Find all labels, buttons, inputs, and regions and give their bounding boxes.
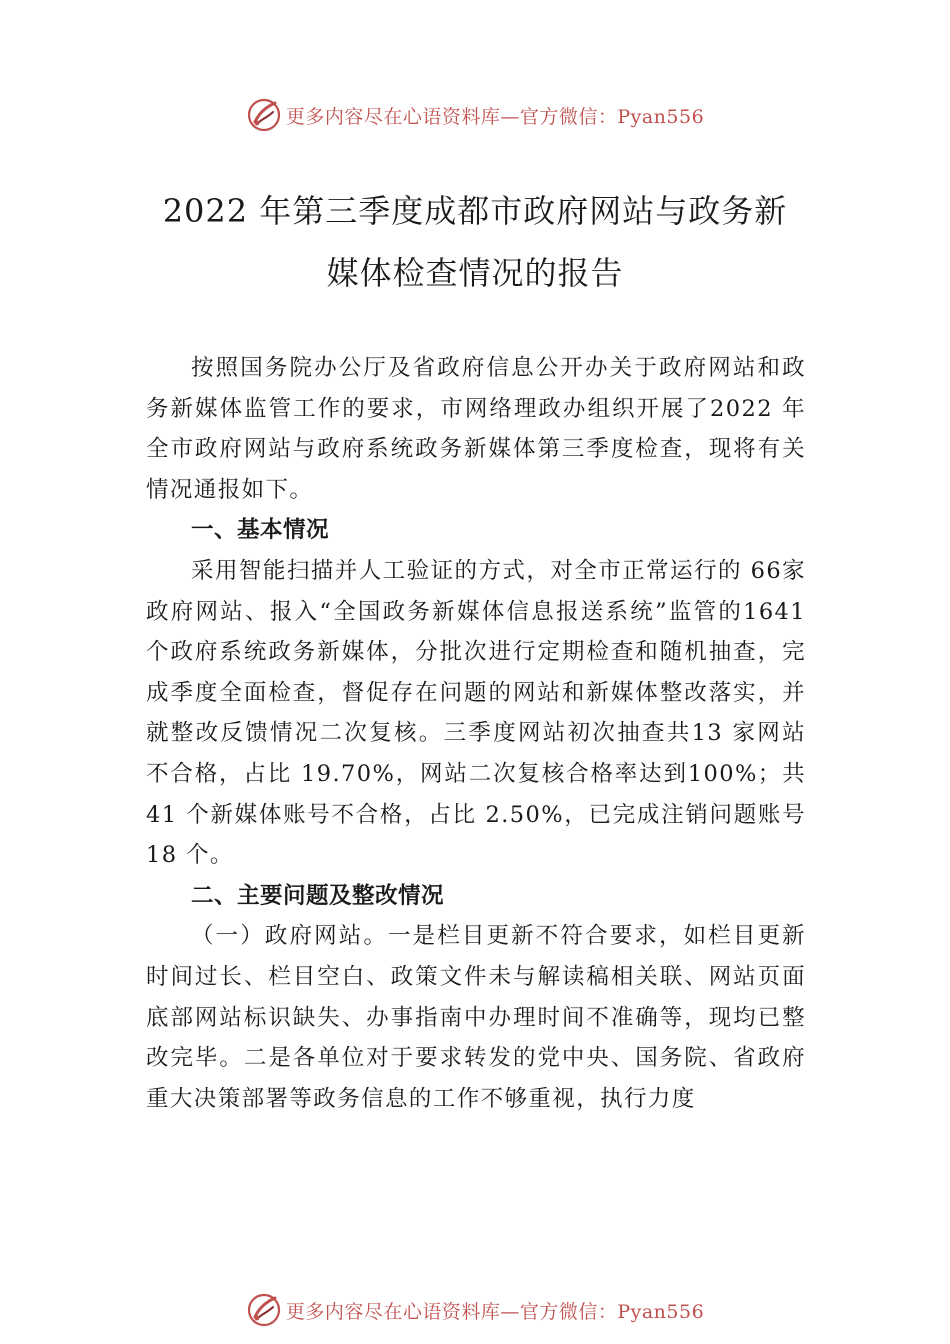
watermark-banner-top: [0, 95, 950, 135]
section-2-sub-label: （一）政府网站。: [191, 923, 389, 950]
section-2-paragraph: [146, 916, 806, 1119]
brush-logo-icon: [246, 97, 282, 133]
section-2-heading: 二、主要问题及整改情况: [191, 882, 445, 909]
intro-paragraph: 按照国务院办公厅及省政府信息公开办关于政府网站和政务新媒体监管工作的要求，市网络理政办组织开展了2022 年全市政府网站与政府系统政务新媒体第三季度检查，现将有关情况通报如下。: [146, 355, 806, 503]
brush-logo-icon: [246, 1292, 282, 1328]
section-2-body-text: 一是栏目更新不符合要求，如栏目更新时间过长、栏目空白、政策文件未与解读稿相关联、网站页面底部网站标识缺失、办事指南中办理时间不准确等，现均已整改完毕。二是各单位对于要求转发的党中央、国务院、省政府重大决策部署等政务信息的工作不够重视，执行力度: [146, 923, 806, 1112]
document-title: [140, 180, 810, 304]
document-body: [146, 348, 806, 1119]
watermark-banner-bottom: [0, 1290, 950, 1330]
watermark-text: 更多内容尽在心语资料库—官方微信：Pyan556: [285, 1300, 705, 1323]
watermark-text: 更多内容尽在心语资料库—官方微信：Pyan556: [285, 105, 705, 128]
section-1-paragraph: 采用智能扫描并人工验证的方式，对全市正常运行的 66家政府网站、报入“全国政务新媒体信息报送系统”监管的1641 个政府系统政务新媒体，分批次进行定期检查和随机抽查，完成季度全面检查，督促存在问题的网站和新媒体整改落实，并就整改反馈情况二次复核。三季度网站初次抽查共13 家网站不合格，占比 19.70%，网站二次复核合格率达到100%；共 41 个新媒体账号不合格，占比 2.50%，已完成注销问题账号 18 个。: [146, 557, 806, 869]
section-1-heading: 一、基本情况: [191, 517, 330, 544]
title-line-2: 媒体检查情况的报告: [326, 254, 624, 292]
title-line-1: 2022 年第三季度成都市政府网站与政务新: [162, 192, 788, 230]
